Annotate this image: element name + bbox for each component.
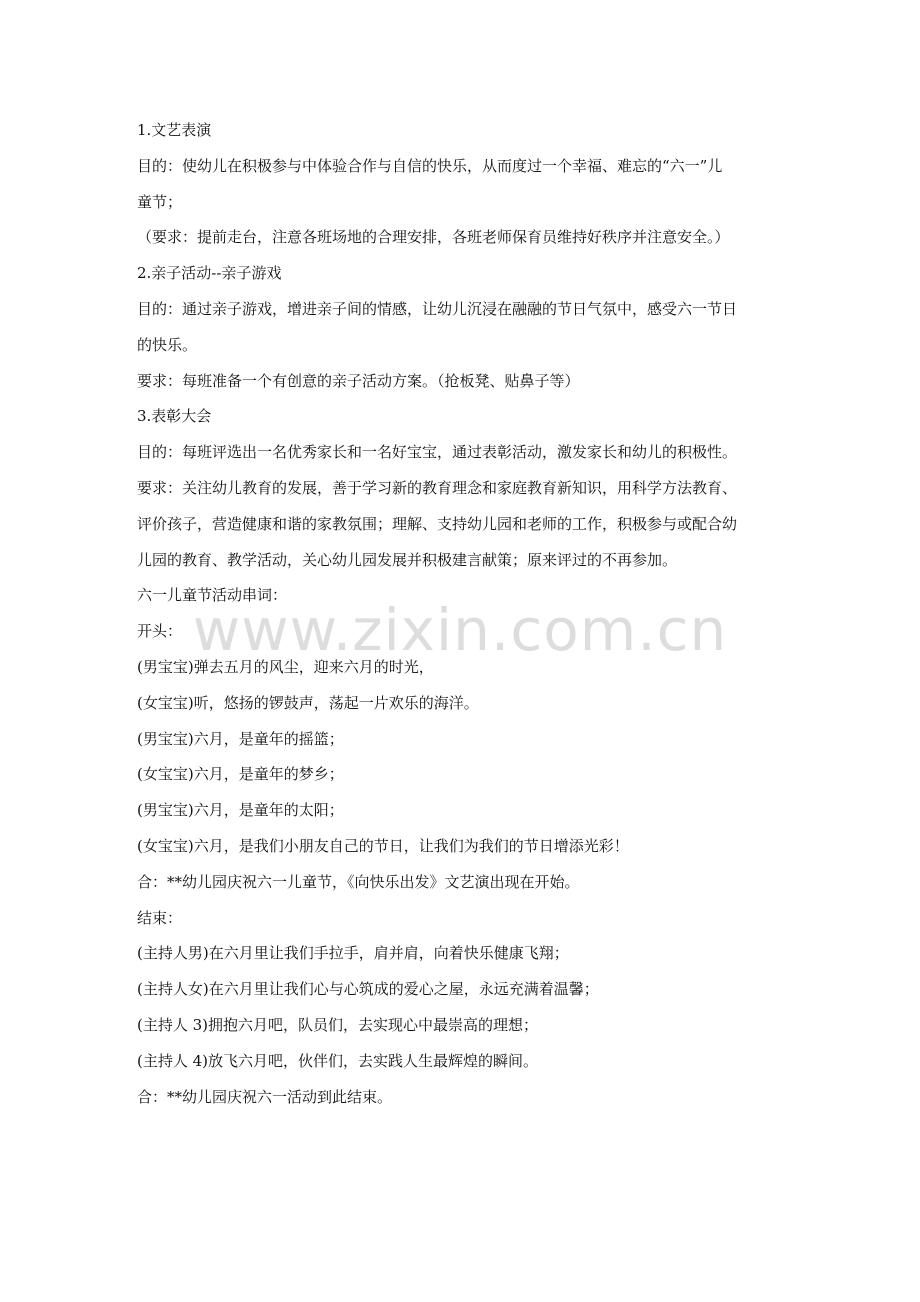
paragraph-line: （要求：提前走台，注意各班场地的合理安排，各班老师保育员维持好秩序并注意安全。）	[137, 228, 730, 247]
document-body	[137, 116, 797, 1118]
paragraph-line: 结束：	[137, 908, 183, 927]
script-line: (主持人 4)放飞六月吧，伙伴们，去实践人生最辉煌的瞬间。	[137, 1051, 539, 1070]
script-line: (主持人 3)拥抱六月吧，队员们，去实现心中最崇高的理想；	[137, 1015, 539, 1034]
watermark: www.zixin.com.cn	[192, 596, 728, 664]
script-line: 合：**幼儿园庆祝六一活动到此结束。	[137, 1087, 393, 1106]
paragraph-line: 目的：通过亲子游戏，增进亲子间的情感，让幼儿沉浸在融融的节日气氛中，感受六一节日	[137, 299, 738, 318]
paragraph-line: 要求：关注幼儿教育的发展，善于学习新的教育理念和家庭教育新知识，用科学方法教育、	[137, 478, 738, 497]
paragraph-line: 儿园的教育、教学活动，关心幼儿园发展并积极建言献策；原来评过的不再参加。	[137, 550, 678, 569]
paragraph-line: 评价孩子，营造健康和谐的家教氛围；理解、支持幼儿园和老师的工作，积极参与或配合幼	[137, 514, 738, 533]
paragraph-line: 要求：每班准备一个有创意的亲子活动方案。（抢板凳、贴鼻子等）	[137, 371, 580, 390]
script-line: (女宝宝)六月，是我们小朋友自己的节日，让我们为我们的节日增添光彩！	[137, 836, 629, 855]
section-heading: 1.文艺表演	[137, 121, 212, 139]
paragraph-line: 目的：使幼儿在积极参与中体验合作与自信的快乐，从而度过一个幸福、难忘的“六一”儿	[137, 156, 723, 175]
script-line: (女宝宝)六月，是童年的梦乡；	[137, 765, 344, 784]
script-line: (主持人男)在六月里让我们手拉手，肩并肩，向着快乐健康飞翔；	[137, 944, 569, 963]
paragraph-line: 的快乐。	[137, 335, 198, 354]
section-heading: 六一儿童节活动串词：	[137, 586, 288, 605]
script-line: (男宝宝)弹去五月的风尘，迎来六月的时光，	[137, 657, 434, 676]
section-heading: 3.表彰大会	[137, 407, 212, 426]
script-line: (男宝宝)六月，是童年的太阳；	[137, 801, 344, 820]
paragraph-line: 开头：	[137, 622, 183, 641]
script-line: (女宝宝)听，悠扬的锣鼓声，荡起一片欢乐的海洋。	[137, 693, 479, 712]
section-heading: 2.亲子活动--亲子游戏	[137, 264, 282, 283]
script-line: (主持人女)在六月里让我们心与心筑成的爱心之屋，永远充满着温馨；	[137, 980, 599, 999]
paragraph-line: 目的：每班评选出一名优秀家长和一名好宝宝，通过表彰活动，激发家长和幼儿的积极性。	[137, 443, 738, 462]
script-line: (男宝宝)六月，是童年的摇篮；	[137, 729, 344, 748]
script-line: 合：**幼儿园庆祝六一儿童节，《向快乐出发》文艺演出现在开始。	[137, 872, 580, 891]
paragraph-line: 童节；	[137, 192, 183, 211]
